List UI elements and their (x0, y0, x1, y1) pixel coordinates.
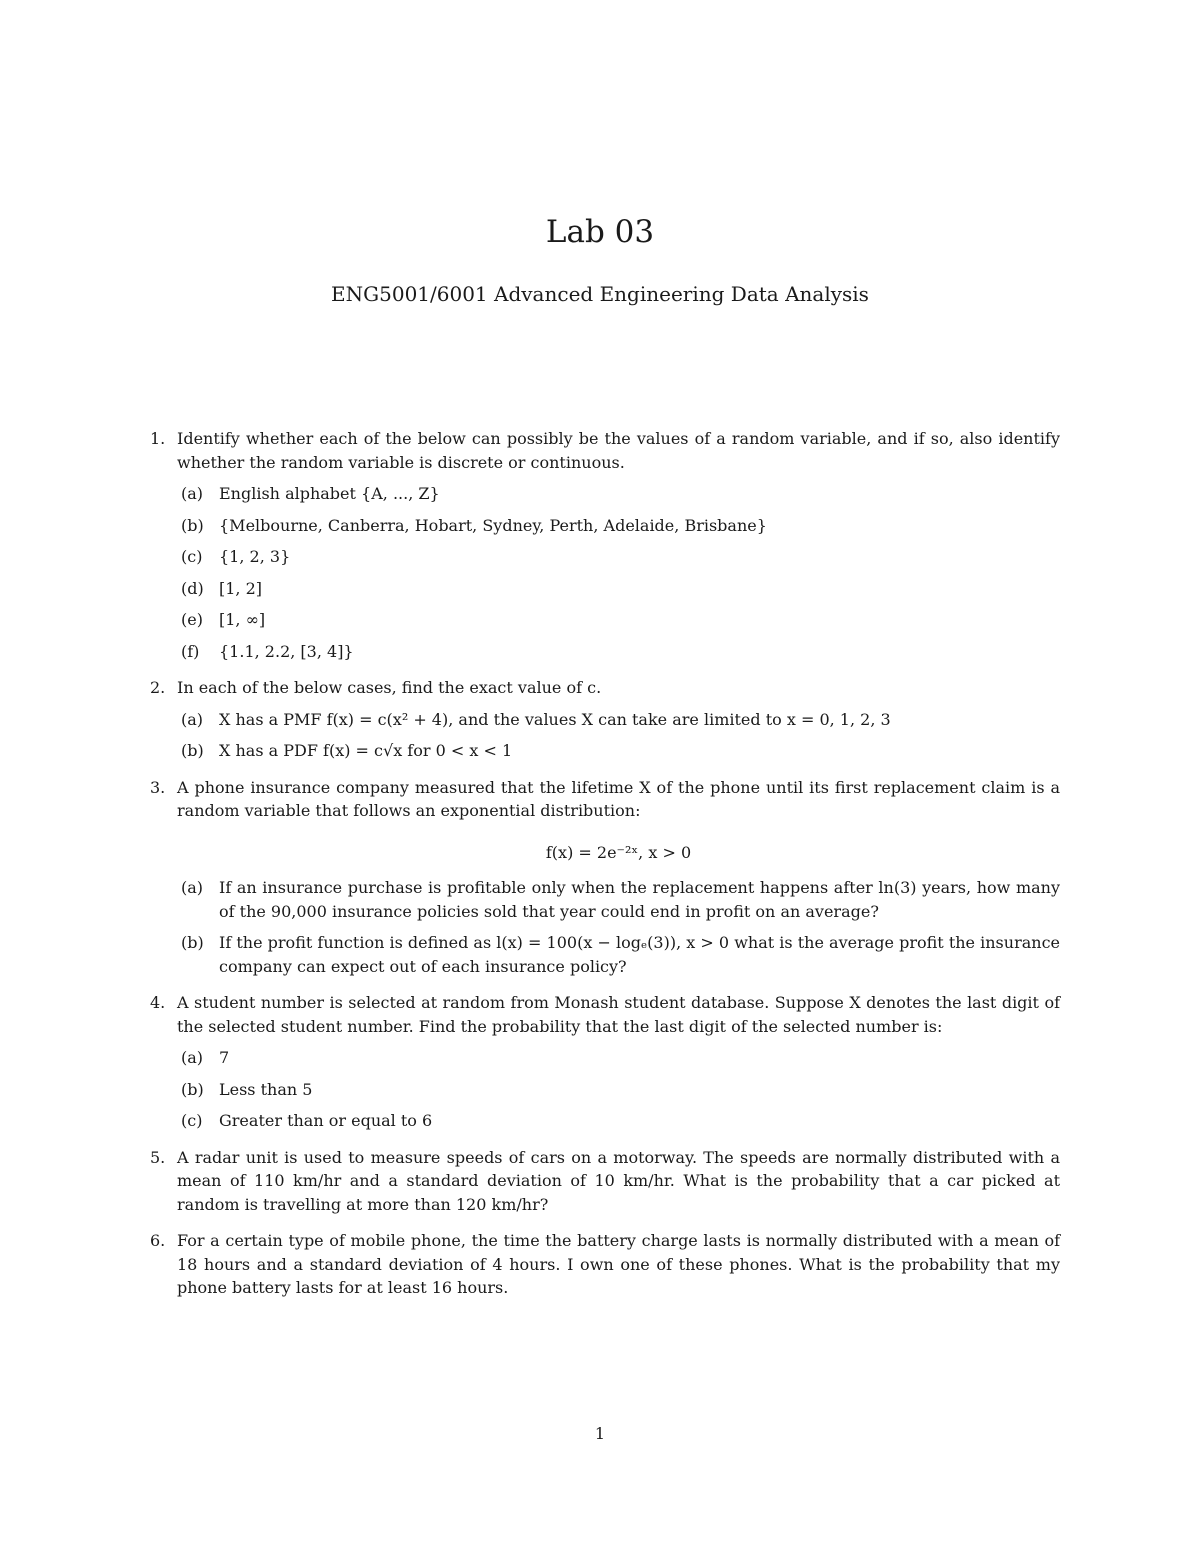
question-part (177, 608, 1060, 632)
page-title: Lab 03 (545, 214, 655, 250)
question-part (177, 640, 1060, 664)
question-number: 2. (150, 678, 166, 697)
part-text: Less than 5 (219, 1079, 313, 1099)
question-text: In each of the below cases, find the exact value of c. (177, 678, 602, 697)
question-part (177, 931, 1060, 978)
part-text: {Melbourne, Canberra, Hobart, Sydney, Perth, Adelaide, Brisbane} (219, 515, 767, 535)
question-6 (150, 1229, 1060, 1300)
question-number: 4. (150, 993, 166, 1012)
question-text: For a certain type of mobile phone, the time the battery charge lasts is normally distributed with a mean of 18 hours and a standard deviation of 4 hours. I own one of these phones. What is the probability that my phone battery lasts for at least 16 hours. (177, 1231, 1060, 1297)
page-number: 1 (594, 1424, 606, 1443)
question-list (150, 427, 1060, 1313)
part-label: (b) (181, 515, 204, 535)
part-label: (a) (181, 484, 204, 503)
part-text: If the profit function is defined as l(x) = 100(x − logₑ(3)), x > 0 what is the average profit the insurance company can expect out of each insurance policy? (219, 933, 1060, 976)
question-3 (150, 776, 1060, 979)
question-part (177, 876, 1060, 923)
part-label: (a) (181, 1048, 204, 1067)
part-text: If an insurance purchase is profitable only when the replacement happens after ln(3) years, how many of the 90,000 insurance policies sold that year could end in profit on an average? (219, 878, 1060, 921)
question-text: Identify whether each of the below can possibly be the values of a random variable, and if so, also identify whether the random variable is discrete or continuous. (177, 429, 1060, 472)
part-text: X has a PDF f(x) = c√x for 0 < x < 1 (219, 741, 513, 760)
part-label: (f) (181, 641, 200, 661)
part-label: (b) (181, 1079, 204, 1099)
question-text: A radar unit is used to measure speeds of cars on a motorway. The speeds are normally distributed with a mean of 110 km/hr and a standard deviation of 10 km/hr. What is the probability that a car picked at random is travelling at more than 120 km/hr? (177, 1147, 1060, 1214)
part-text: {1.1, 2.2, [3, 4]} (219, 641, 354, 661)
question-part (177, 482, 1060, 506)
question-part (177, 545, 1060, 569)
question-part (177, 1046, 1060, 1070)
question-part (177, 1078, 1060, 1102)
part-text: [1, ∞] (219, 610, 266, 629)
part-label: (a) (181, 709, 204, 729)
part-text: [1, 2] (219, 578, 263, 598)
question-text: A phone insurance company measured that the lifetime X of the phone until its first replacement claim is a random variable that follows an exponential distribution: (177, 777, 1060, 820)
part-text: Greater than or equal to 6 (219, 1111, 433, 1130)
question-part (177, 708, 1060, 732)
question-number: 3. (150, 777, 166, 797)
part-text: 7 (219, 1048, 230, 1067)
part-label: (c) (181, 1111, 203, 1130)
question-part (177, 514, 1060, 538)
part-text: X has a PMF f(x) = c(x² + 4), and the values X can take are limited to x = 0, 1, 2, 3 (219, 709, 891, 729)
question-number: 6. (150, 1231, 166, 1250)
question-4 (150, 991, 1060, 1133)
question-number: 1. (150, 429, 166, 448)
question-part (177, 577, 1060, 601)
part-text: {1, 2, 3} (219, 547, 291, 566)
part-label: (d) (181, 578, 204, 598)
question-part (177, 739, 1060, 763)
question-2 (150, 676, 1060, 763)
part-label: (a) (181, 878, 204, 897)
question-number: 5. (150, 1147, 166, 1167)
part-label: (b) (181, 933, 204, 952)
display-equation: f(x) = 2e⁻²ˣ, x > 0 (545, 842, 692, 862)
part-label: (b) (181, 741, 204, 760)
question-5 (150, 1146, 1060, 1217)
question-text: A student number is selected at random from Monash student database. Suppose X denotes the last digit of the selected student number. Find the probability that the last digit of the selected number is: (177, 993, 1060, 1036)
page-subtitle: ENG5001/6001 Advanced Engineering Data Analysis (331, 282, 869, 306)
question-1 (150, 427, 1060, 663)
part-label: (e) (181, 610, 203, 629)
question-part (177, 1109, 1060, 1133)
part-label: (c) (181, 547, 203, 566)
part-text: English alphabet {A, ..., Z} (219, 484, 440, 503)
